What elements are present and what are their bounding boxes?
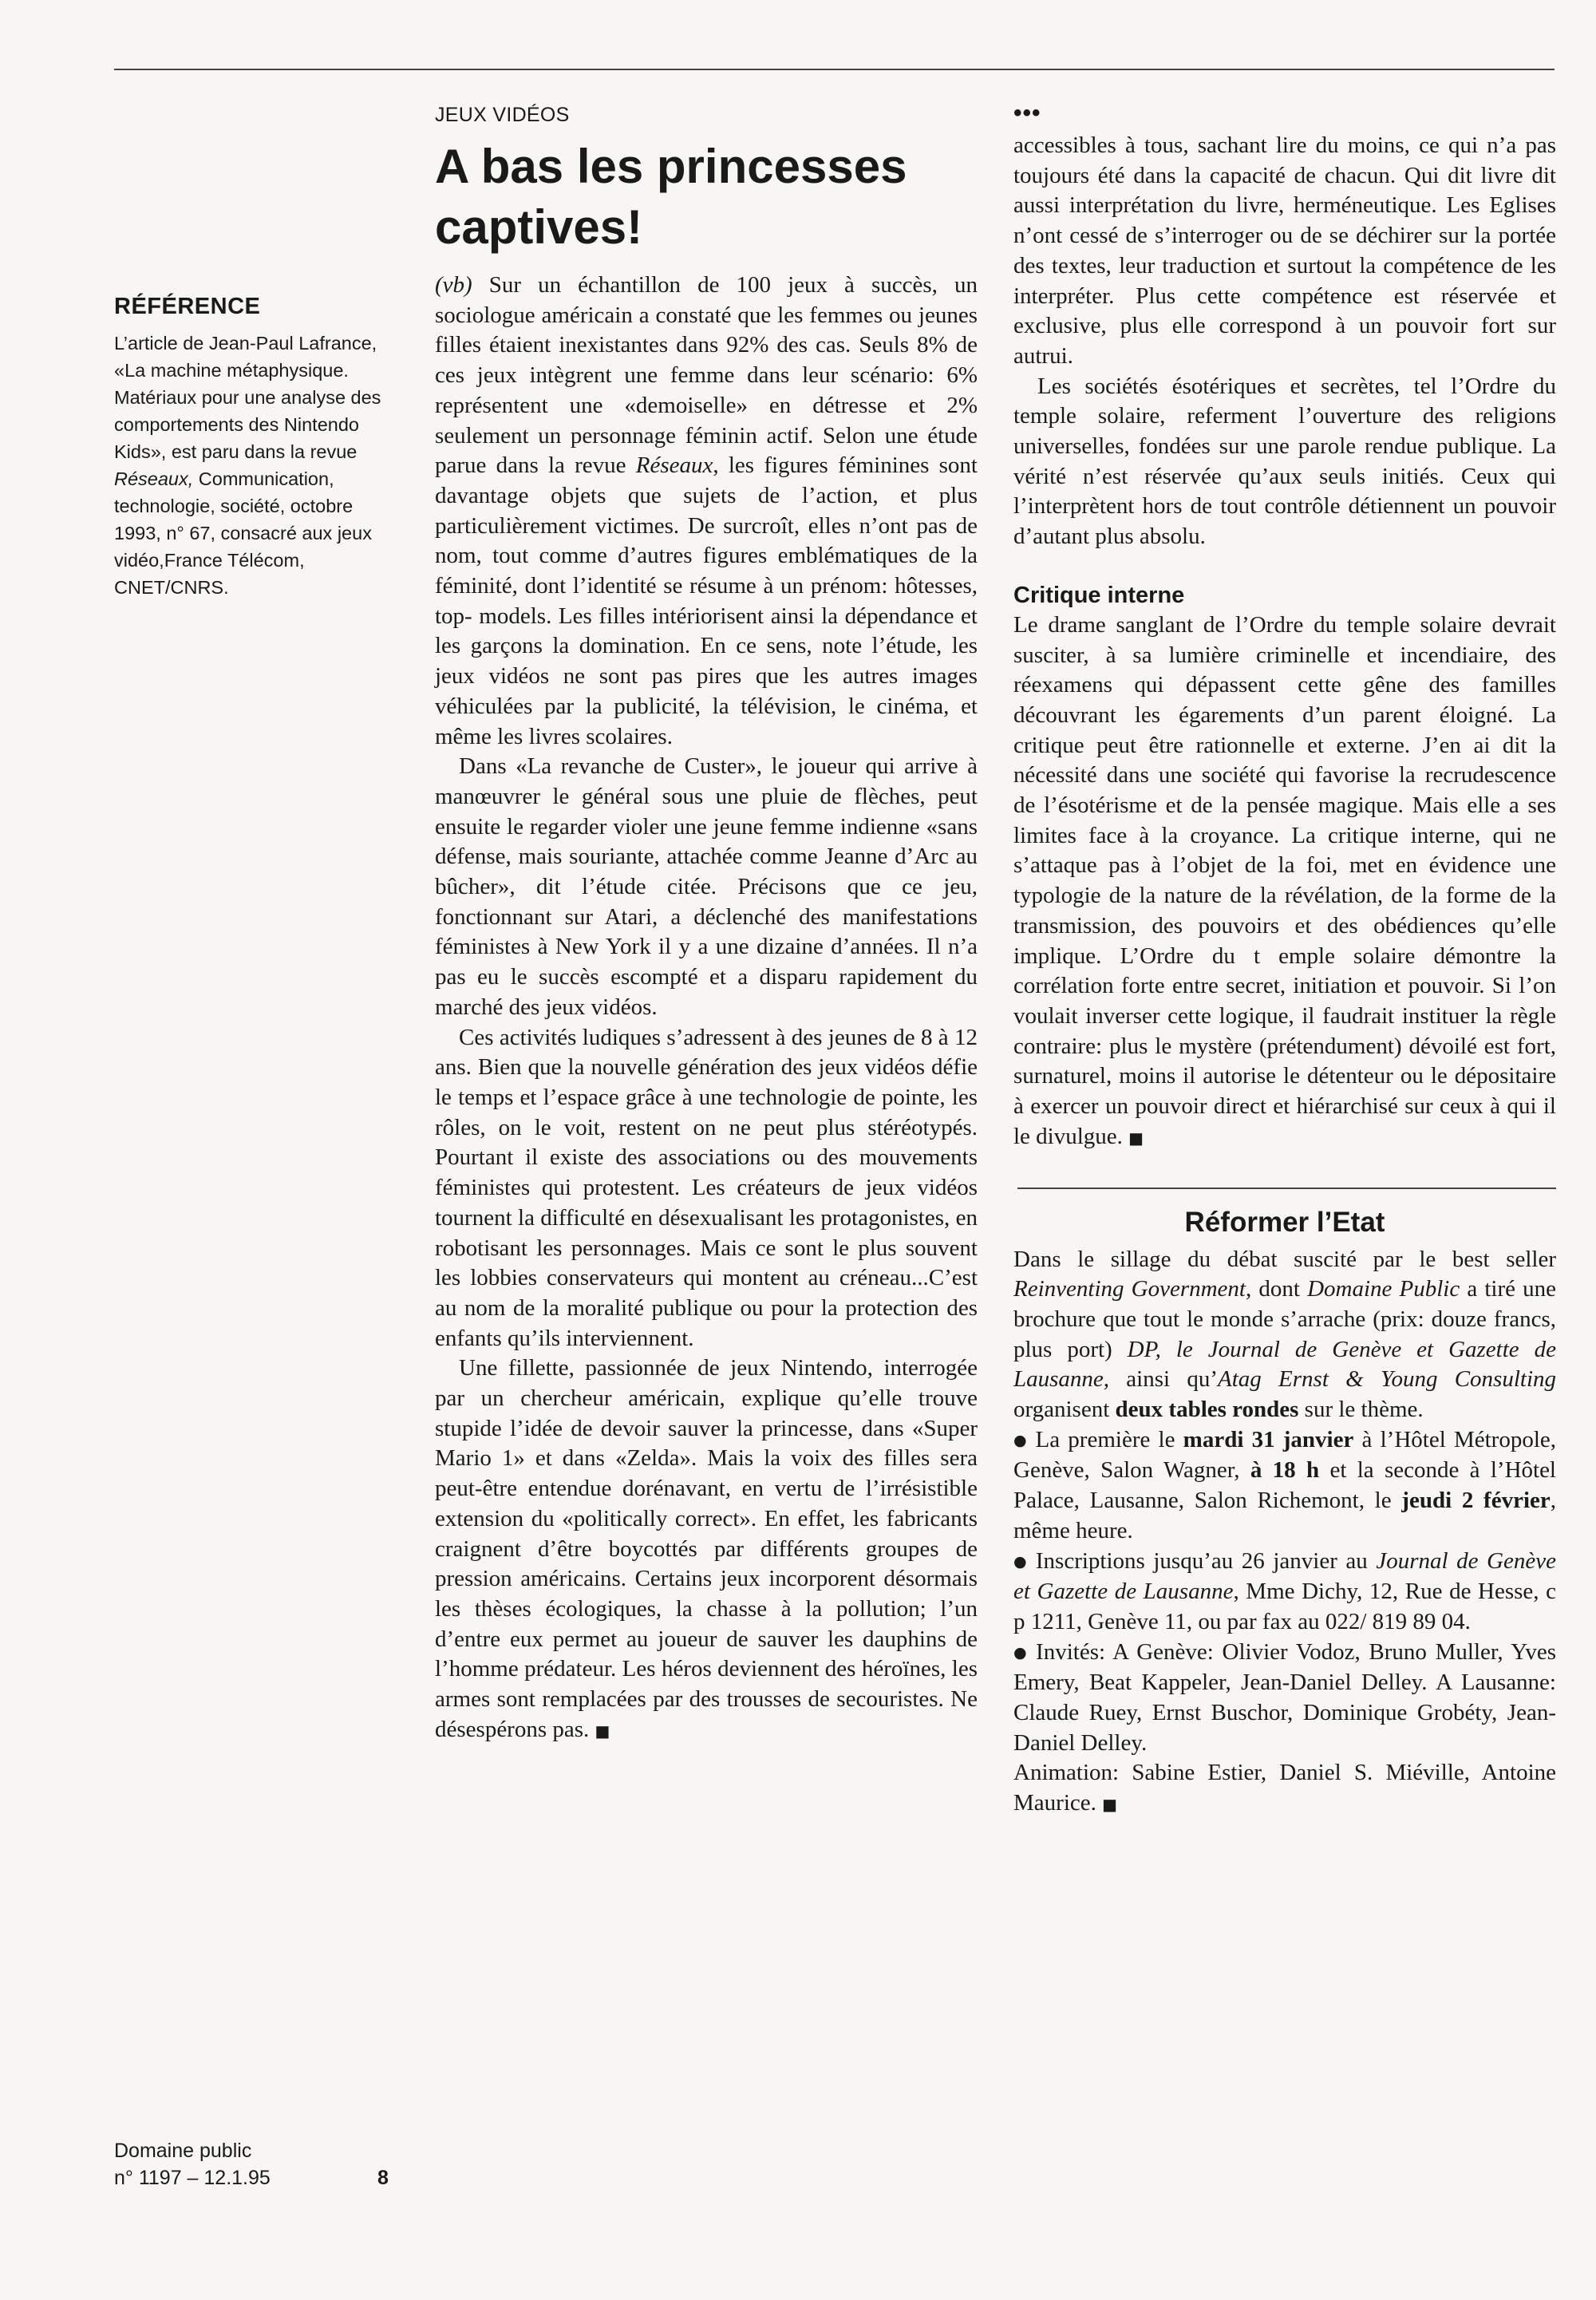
continuation-marker: ••• [1013, 100, 1041, 126]
notice-b1-b: à l’Hôtel Métropole, Genève, Salon Wagner, [1013, 1426, 1556, 1484]
article-body [435, 271, 978, 1746]
notice-atag: Atag Ernst & Young Consulting [1218, 1366, 1557, 1393]
issue-info: n° 1197 – 12.1.95 [114, 2167, 271, 2189]
notice-date-2: jeudi 2 février [1401, 1488, 1551, 1514]
reference-text [114, 330, 395, 601]
end-mark: ■ [1128, 1128, 1144, 1148]
notice-orgs: DP, le Journal de Genève et Gazette de Lausanne, [1013, 1336, 1557, 1393]
notice-paragraph-1 [1013, 1245, 1556, 1425]
notice-journal: Journal de Genève et Gazette de Lausanne [1013, 1547, 1557, 1605]
bullet-icon: ● [1013, 1643, 1030, 1662]
article-paragraph-4 [435, 1354, 978, 1746]
subheading: Critique interne [1013, 582, 1185, 608]
notice-p1-e: organisent [1013, 1397, 1116, 1423]
notice-b2-b: , Mme Dichy, 12, Rue de Hesse, c p 1211, Genève 11, ou par fax au 022/ 819 89 04. [1013, 1579, 1557, 1634]
notice-p1-a: Dans le sillage du débat suscité par le best seller [1013, 1246, 1556, 1272]
notice-b1-d: , même heure. [1013, 1488, 1556, 1543]
bullet-icon: ● [1013, 1552, 1029, 1571]
notice-book-title: Reinventing Government [1013, 1276, 1246, 1302]
notice-bullet-1 [1013, 1425, 1556, 1547]
notice-b1-a: La première le [1035, 1426, 1183, 1452]
end-mark: ■ [595, 1721, 610, 1741]
publication-name: Domaine public [114, 2140, 252, 2162]
notice-dp: Domaine Public [1307, 1276, 1460, 1302]
page-footer [114, 2137, 395, 2191]
reference-journal: Réseaux, [114, 468, 194, 489]
article-p1-part-b: , les figures féminines sont davantage objets que sujets de l’action, et plus particulièrement victimes. De surcroît, elles n’ont pas de nom, tout comme d’autres figures emblématiques de la féminité, dont l’identité se résume à un prénom: hôtesses, top- models. Les filles intériorisent ainsi la dépendance et les garçons la domination. En ce sens, note l’étude, les jeux vidéos ne sont pas pires que les autres images véhiculées par la publicité, la télévision, le cinéma, et même les livres scolaires. [435, 452, 978, 749]
right-column [1013, 100, 1557, 1820]
notice-animation-text: Animation: Sabine Estier, Daniel S. Miéville, Antoine Maurice. [1013, 1760, 1556, 1816]
article-kicker: JEUX VIDÉOS [435, 104, 570, 126]
notice-date-1: mardi 31 janvier [1183, 1426, 1354, 1452]
section-divider [1017, 1188, 1556, 1189]
reference-text-2: Communication, technologie, société, octobre 1993, n° 67, consacré aux jeux vidéo,France Télécom, CNET/CNRS. [114, 468, 372, 598]
reference-text-1: L’article de Jean-Paul Lafrance, «La machine métaphysique. Matériaux pour une analyse des comportements des Nintendo Kids», est paru dans la revue [114, 333, 381, 462]
notice-p1-b: , dont [1245, 1276, 1308, 1302]
notice-title: Réformer l’Etat [1184, 1206, 1385, 1238]
notice-p1-d: ainsi qu’ [1109, 1366, 1219, 1393]
article-column [435, 104, 978, 1746]
continuation-paragraph-1: accessibles à tous, sachant lire du moins, ce qui n’a pas toujours été dans la capacité de chacun. Qui dit livre dit aussi interprétation du livre, herméneutique. Les Eglises n’ont cessé de s’interroger ou de se déchirer sur la portée des textes, leur traduction et surtout la compétence de les interpréter. Plus cette compétence est réservée et exclusive, plus elle correspond à un pouvoir fort sur autrui. [1013, 132, 1556, 369]
notice-p1-f: sur le thème. [1298, 1397, 1424, 1423]
notice-bullet-3 [1013, 1638, 1556, 1759]
article-paragraph-2: Dans «La revanche de Custer», le joueur qui arrive à manœuvrer le général sous une pluie de flèches, peut ensuite le regarder violer une jeune femme indienne «sans défense, mais souriante, attachée comme Jeanne d’Arc au bûcher», dit l’étude citée. Précisons que ce jeu, fonctionnant sur Atari, a déclenché des manifestations féministes à New York il y a une dizaine d’années. Il n’a pas eu le succès escompté et a disparu rapidement du marché des jeux vidéos. [435, 753, 978, 1020]
notice-tables: deux tables rondes [1115, 1397, 1299, 1423]
reference-sidebar [114, 294, 395, 601]
end-mark: ■ [1102, 1795, 1118, 1815]
notice-b1-c: et la seconde à l’Hôtel Palace, Lausanne, Salon Richemont, le [1013, 1457, 1556, 1514]
article-p4-text: Une fillette, passionnée de jeux Nintendo, interrogée par un chercheur américain, explique qu’elle trouve stupide l’idée de devoir sauver la princesse, dans «Super Mario 1» et dans «Zelda». Mais la voix des filles sera peut-être entendue dorénavant, en vertu de l’irrésistible extension du «politically correct». En effet, les fabricants craignent d’être boycottés par différents groupes de pression américains. Certains jeux incorporent désormais les thèses écologiques, la chasse à la pollution; l’un d’entre eux permet au joueur de sauver les dauphins de l’homme prédateur. Les héros deviennent des héroïnes, les armes sont remplacées par des trousses de secouristes. Ne désespérons pas. [435, 1355, 978, 1742]
article-paragraph-3: Ces activités ludiques s’adressent à des jeunes de 8 à 12 ans. Bien que la nouvelle génération des jeux vidéos défie le temps et l’espace grâce à une technologie de pointe, les rôles, on le voit, restent on ne peut plus stéréotypés. Pourtant il existe des associations ou des mouvements féministes qui protestent. Les créateurs de jeux vidéos tournent la difficulté en désexualisant les protagonistes, en robotisant les personnages. Mais ce sont le plus souvent les lobbies conservateurs qui montent au créneau...C’est au nom de la moralité publique ou pour la protection des enfants qu’ils interviennent. [435, 1024, 978, 1351]
continuation-p3-text: Le drame sanglant de l’Ordre du temple solaire devrait susciter, à sa lumière criminelle et incendiaire, des réexamens qui dépassent cette gêne des familles découvrant les égarements d’un parent éloigné. La critique peut être rationnelle et externe. J’en ai dit la nécessité dans une société qui favorise la recrudescence de l’ésotérisme et de la pensée magique. Mais elle a ses limites face à la croyance. La critique interne, qui ne s’attaque pas à l’objet de la foi, met en évidence une typologie de la nature de la révélation, de la forme de la transmission, des pouvoirs et des obédiences qu’elle implique. L’Ordre du t emple solaire démontre la corrélation forte entre secret, initiation et pouvoir. Si l’on voulait inverser cette logique, il faudrait instituer la règle contraire: plus le mystère (prétendument) dévoilé est fort, surnaturel, moins il autorise le détenteur ou le dépositaire à exercer un pouvoir direct et hiérarchisé sur ceux à qui il le divulgue. [1013, 611, 1556, 1149]
notice-bullet-2 [1013, 1547, 1556, 1638]
article-headline: A bas les princesses captives! [435, 140, 907, 254]
continuation-paragraph-2: Les sociétés ésotériques et secrètes, tel l’Ordre du temple solaire, referment l’ouverture des religions universelles, fondées sur une parole rendue publique. La vérité n’est réservée qu’aux seuls initiés. Ceux qui l’interprètent hors de tout contrôle détiennent un pouvoir d’autant plus absolu. [1013, 373, 1556, 550]
notice-time: à 18 h [1250, 1457, 1320, 1484]
notice-b2-a: Inscriptions jusqu’au 26 janvier au [1035, 1547, 1377, 1574]
top-rule [114, 69, 1555, 70]
bullet-icon: ● [1013, 1431, 1029, 1449]
notice-animation [1013, 1758, 1556, 1820]
continuation-body [1013, 131, 1556, 1154]
article-paragraph-1 [435, 271, 978, 752]
notice-p1-c: a tiré une brochure que tout le monde s’arrache (prix: douze francs, plus port) [1013, 1276, 1557, 1362]
article-p1-part-a: Sur un échantillon de 100 jeux à succès, un sociologue américain a constaté que les femmes ou jeunes filles étaient inexistantes dans 92% des cas. Seuls 8% de ces jeux intègrent une femme dans leur scénario: 6% représentent une «demoiselle» en détresse et 2% seulement un personnage féminin actif. Selon une étude parue dans la revue [435, 272, 978, 479]
article-review-name: Réseaux [635, 452, 713, 479]
continuation-paragraph-3 [1013, 611, 1556, 1154]
reference-title: RÉFÉRENCE [114, 294, 261, 319]
notice-body [1013, 1245, 1556, 1820]
page-number: 8 [377, 2167, 389, 2189]
notice-guests: Invités: A Genève: Olivier Vodoz, Bruno Muller, Yves Emery, Beat Kappeler, Jean-Daniel Delley. A Lausanne: Claude Ruey, Ernst Buschor, Dominique Grobéty, Jean-Daniel Delley. [1013, 1638, 1556, 1756]
article-byline: (vb) [435, 272, 472, 298]
